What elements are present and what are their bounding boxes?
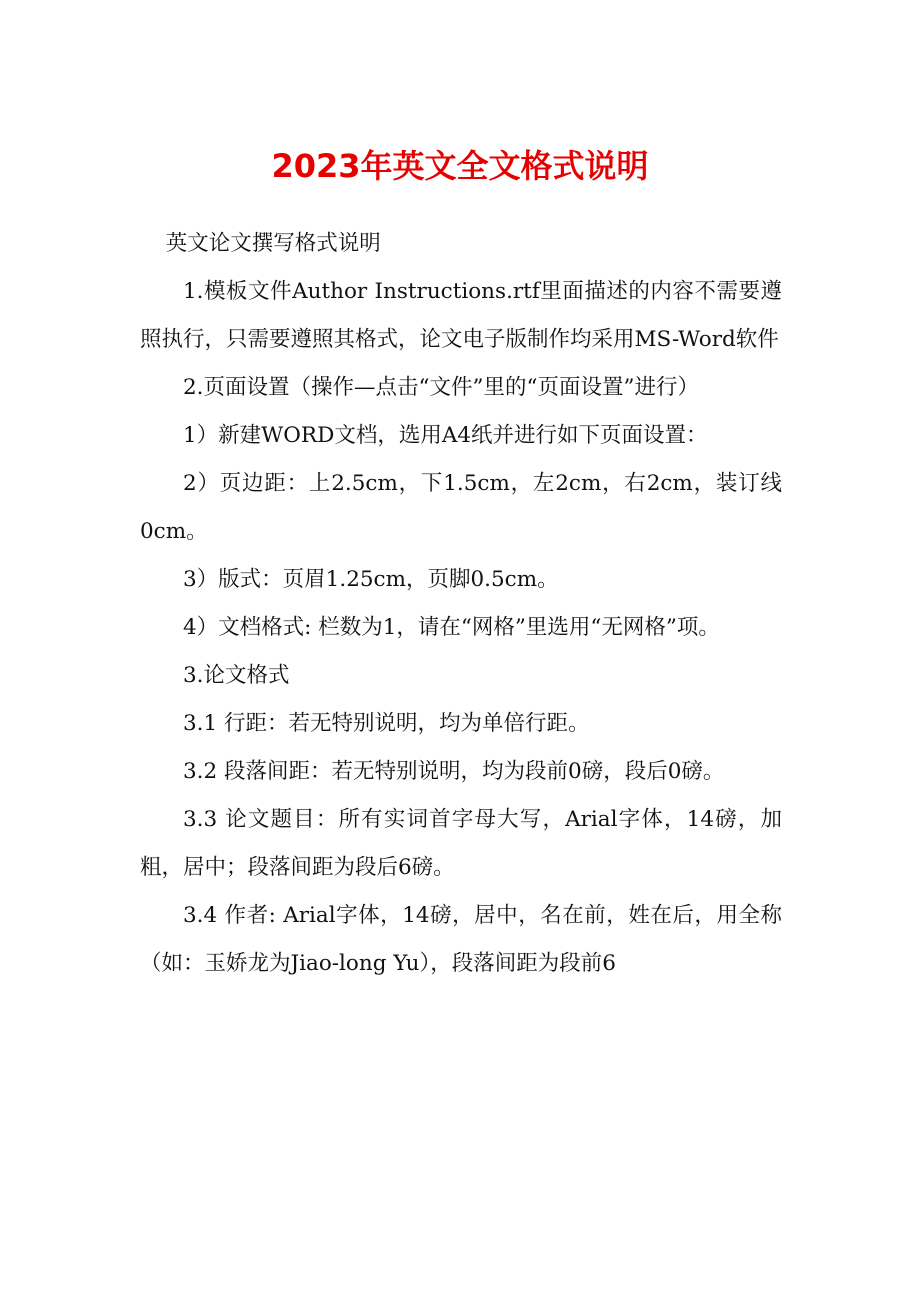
paragraph-new-document: 1）新建WORD文档，选用A4纸并进行如下页面设置：: [183, 423, 708, 448]
paragraph-paragraph-spacing: 3.2 段落间距：若无特别说明，均为段前0磅，段后0磅。: [183, 759, 725, 784]
paragraph-page-setup: 2.页面设置（操作—点击“文件”里的“页面设置”进行）: [183, 375, 699, 400]
paragraph-paper-format: 3.论文格式: [183, 663, 290, 688]
paragraph-paper-title: 3.3 论文题目：所有实词首字母大写，Arial字体，14磅，加粗，居中；段落间距为段后6磅。: [140, 807, 782, 880]
paragraph-line-spacing: 3.1 行距：若无特别说明，均为单倍行距。: [183, 711, 590, 736]
paragraph-document-format: 4）文档格式: 栏数为1，请在“网格”里选用“无网格”项。: [183, 615, 720, 640]
document-body: [140, 220, 782, 988]
paragraph-margins: 2）页边距：上2.5cm，下1.5cm，左2cm，右2cm，装订线0cm。: [140, 471, 782, 544]
paragraph-layout: 3）版式：页眉1.25cm，页脚0.5cm。: [183, 567, 559, 592]
paragraph-heading: 英文论文撰写格式说明: [165, 231, 381, 256]
document-title: 2023年英文全文格式说明: [271, 147, 649, 185]
paragraph-author: 3.4 作者: Arial字体，14磅，居中，名在前，姓在后，用全称（如：玉娇龙为Jiao-long Yu），段落间距为段前6: [140, 903, 782, 976]
paragraph-template-note: 1.模板文件Author Instructions.rtf里面描述的内容不需要遵照执行，只需要遵照其格式，论文电子版制作均采用MS-Word软件: [140, 279, 782, 352]
